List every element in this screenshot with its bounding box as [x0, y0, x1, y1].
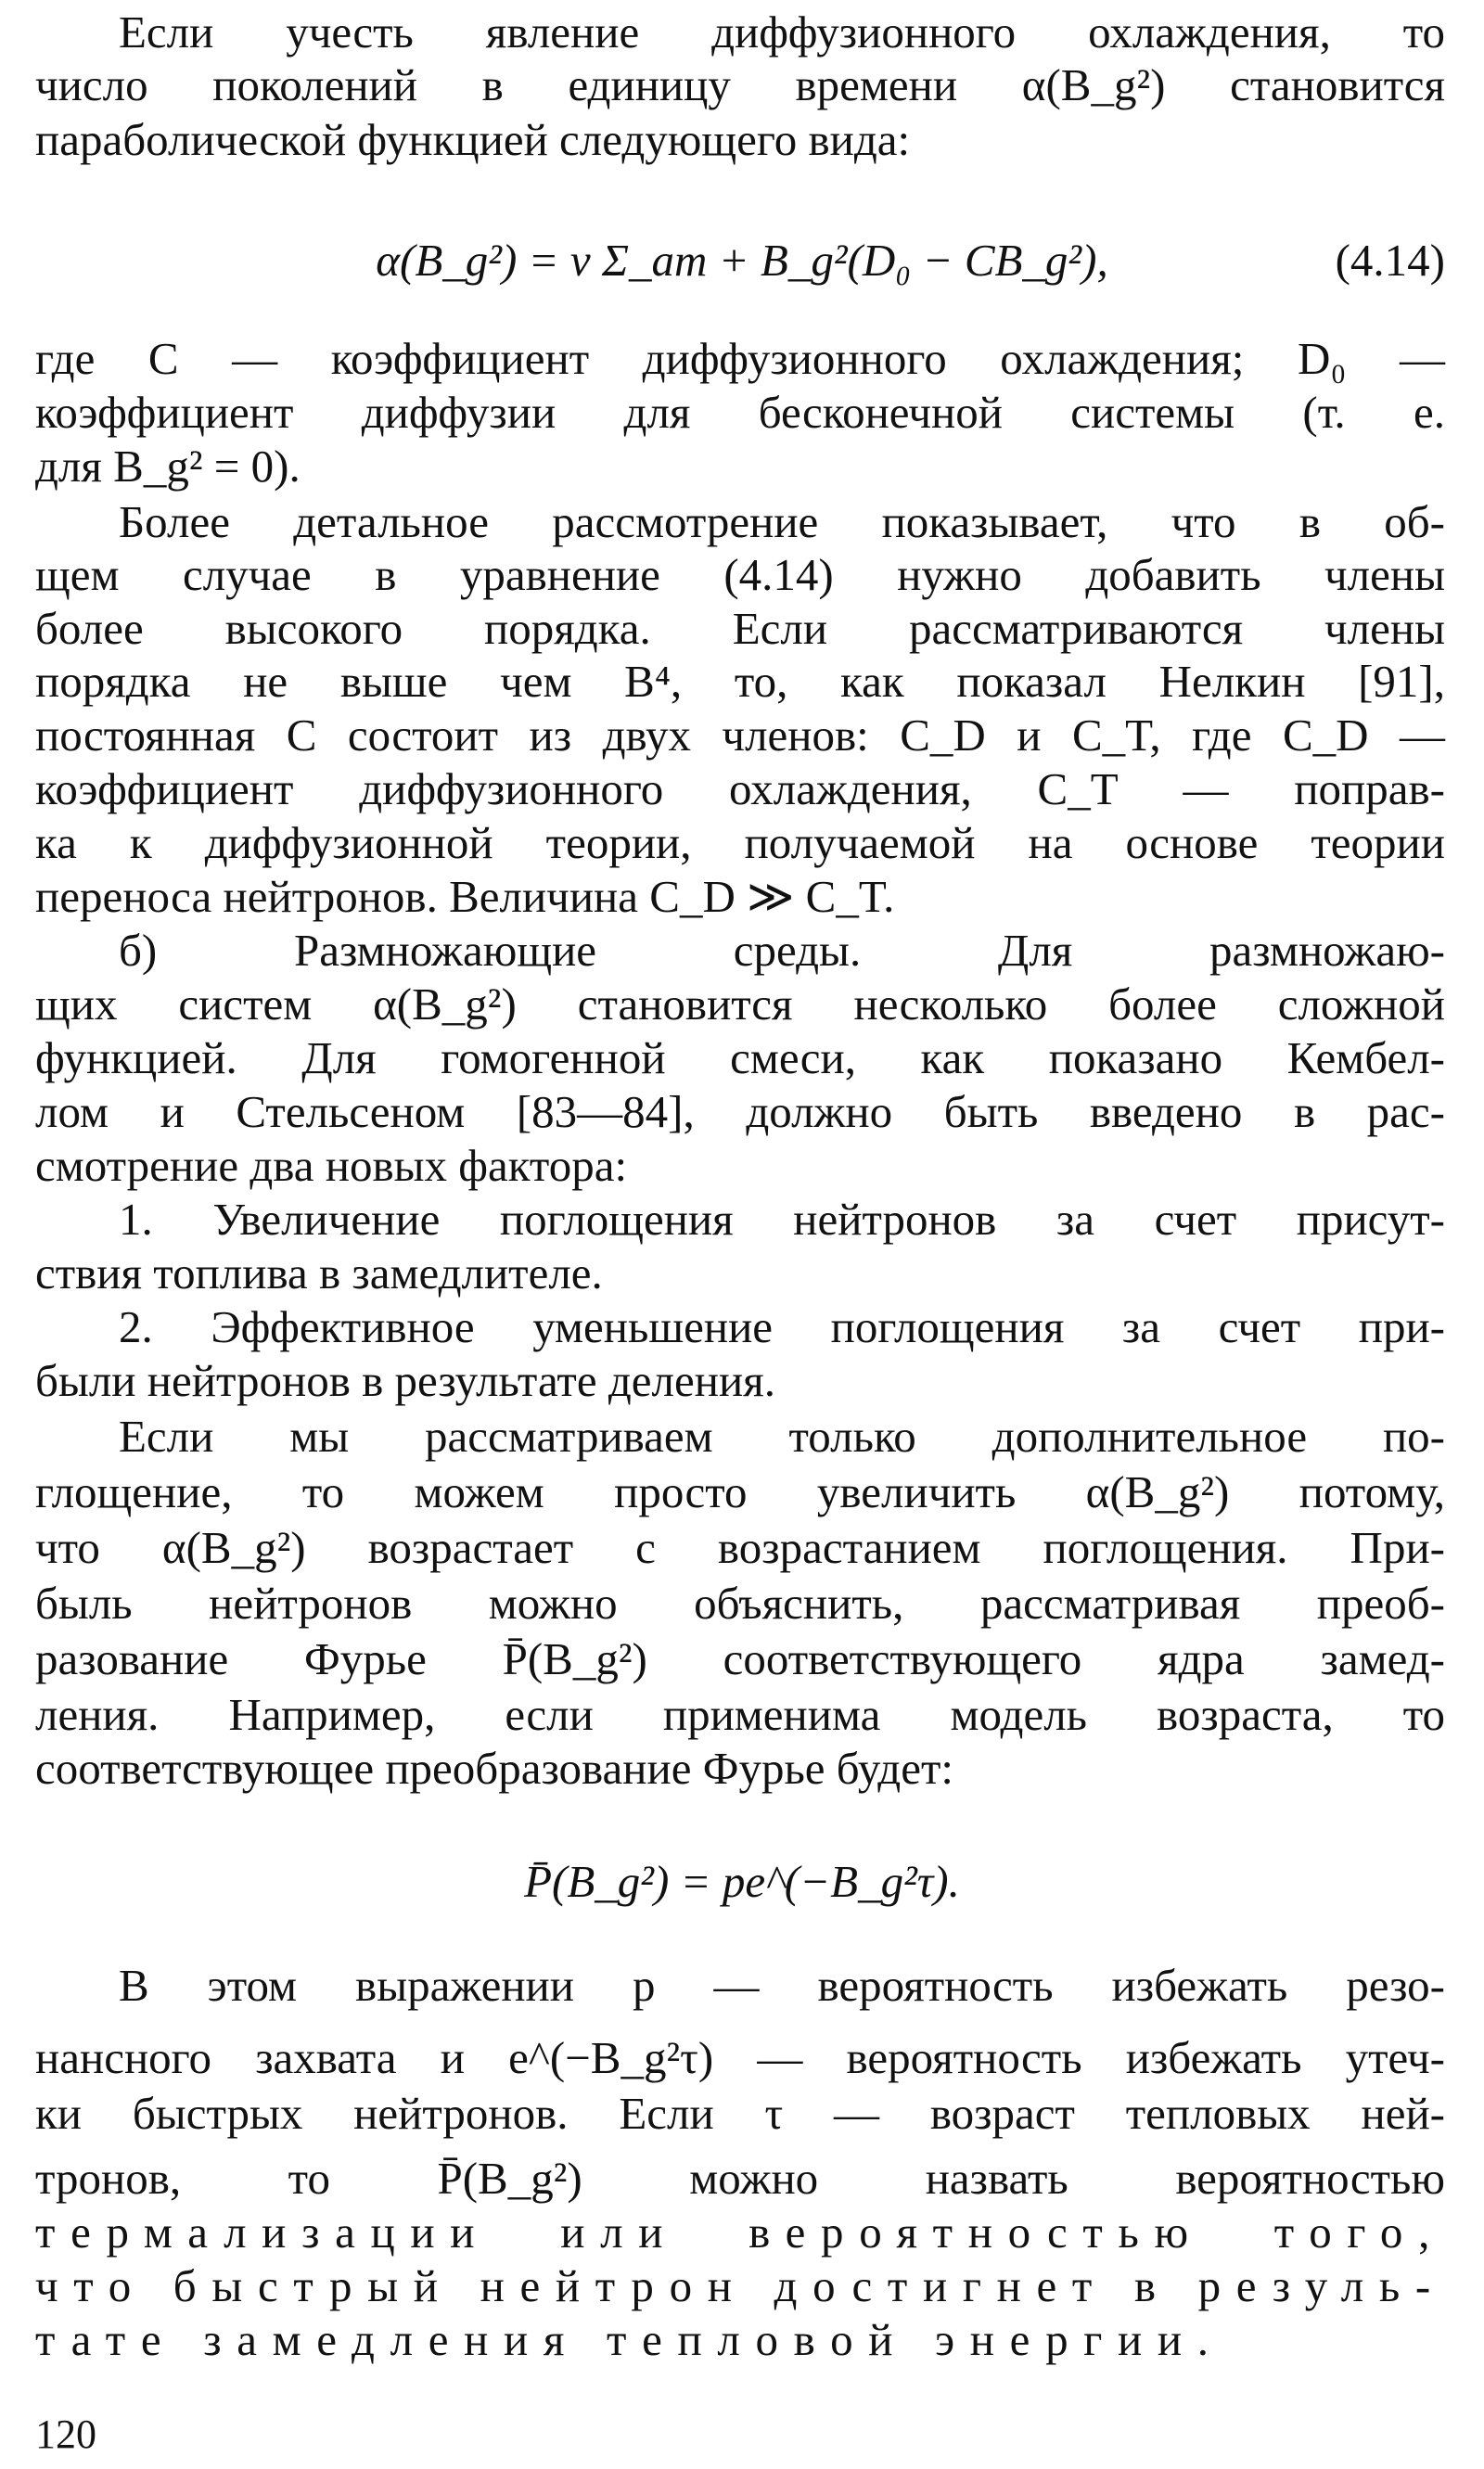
text-line: коэффициент диффузионного охлаждения, C_T — поправ-	[35, 763, 1445, 814]
text-line: постоянная C состоит из двух членов: C_D и C_T, где C_D —	[35, 710, 1445, 761]
equation-4-14	[0, 234, 1484, 295]
text-line: нансного захвата и e^(−B_g²τ) — вероятность избежать утеч-	[35, 2032, 1445, 2083]
text-line: быль нейтронов можно объяснить, рассматривая преоб-	[35, 1578, 1445, 1629]
text-line: Если мы рассматриваем только дополнительное по-	[119, 1411, 1445, 1462]
text-line: параболической функцией следующего вида:	[35, 114, 911, 165]
emphasized-line: что быстрый нейтрон достигнет в резуль-	[35, 2260, 1446, 2311]
text-line: Более детальное рассмотрение показывает, что в об-	[119, 496, 1445, 547]
text-line: соответствующее преобразование Фурье будет:	[35, 1743, 953, 1794]
text-line: ка к диффузионной теории, получаемой на основе теории	[35, 817, 1445, 868]
text-line: ления. Например, если применима модель возраста, то	[35, 1689, 1445, 1740]
text-line: функцией. Для гомогенной смеси, как показано Кембел-	[35, 1032, 1445, 1083]
text-line: более высокого порядка. Если рассматриваются члены	[35, 603, 1445, 654]
section-heading-line: б) Размножающие среды. Для размножаю-	[119, 925, 1445, 976]
emphasized-line: тате замедления тепловой энергии.	[35, 2314, 1224, 2365]
text-line: были нейтронов в результате деления.	[35, 1355, 775, 1406]
text-line: порядка не выше чем B⁴, то, как показал Нелкин [91],	[35, 656, 1445, 707]
text-line: для B_g² = 0).	[35, 441, 301, 492]
text-line: щих систем α(B_g²) становится несколько более сложной	[35, 979, 1445, 1030]
text-line: тронов, то P̄(B_g²) можно назвать вероятностью	[35, 2153, 1445, 2204]
text-line: число поколений в единицу времени α(B_g²) становится	[35, 59, 1445, 110]
text-line: коэффициент диффузии для бесконечной системы (т. е.	[35, 387, 1445, 438]
text-line: ки быстрых нейтронов. Если τ — возраст тепловых ней-	[35, 2088, 1445, 2139]
text-line: глощение, то можем просто увеличить α(B_g²) потому,	[35, 1466, 1445, 1517]
equation-expression: α(B_g²) = v Σ_am + B_g²(D₀ − CB_g²),	[376, 235, 1108, 286]
text-line: где C — коэффициент диффузионного охлаждения; D₀ —	[35, 333, 1445, 384]
list-item-2: 2. Эффективное уменьшение поглощения за счет при-	[119, 1301, 1445, 1352]
text-line: Если учесть явление диффузионного охлаждения, то	[119, 6, 1445, 58]
equation-expression: P̄(B_g²) = pe^(−B_g²τ).	[524, 1856, 960, 1907]
text-line: что α(B_g²) возрастает с возрастанием поглощения. При-	[35, 1522, 1445, 1573]
text-line: смотрение два новых фактора:	[35, 1140, 628, 1191]
fourier-transform-formula	[0, 1855, 1484, 1916]
text-line: переноса нейтронов. Величина C_D ≫ C_T.	[35, 871, 895, 922]
text-line: ствия топлива в замедлителе.	[35, 1247, 603, 1298]
text-line: щем случае в уравнение (4.14) нужно добавить члены	[35, 549, 1445, 600]
equation-number: (4.14)	[1335, 235, 1445, 286]
text-line: разование Фурье P̄(B_g²) соответствующего ядра замед-	[35, 1633, 1445, 1684]
text-line: В этом выражении p — вероятность избежать резо-	[119, 1960, 1445, 2011]
list-item-1: 1. Увеличение поглощения нейтронов за счет присут-	[119, 1194, 1445, 1245]
page-number: 120	[35, 2411, 96, 2457]
emphasized-line: термализации или вероятностью того,	[35, 2207, 1445, 2258]
text-line: лом и Стельсеном [83—84], должно быть введено в рас-	[35, 1086, 1445, 1137]
